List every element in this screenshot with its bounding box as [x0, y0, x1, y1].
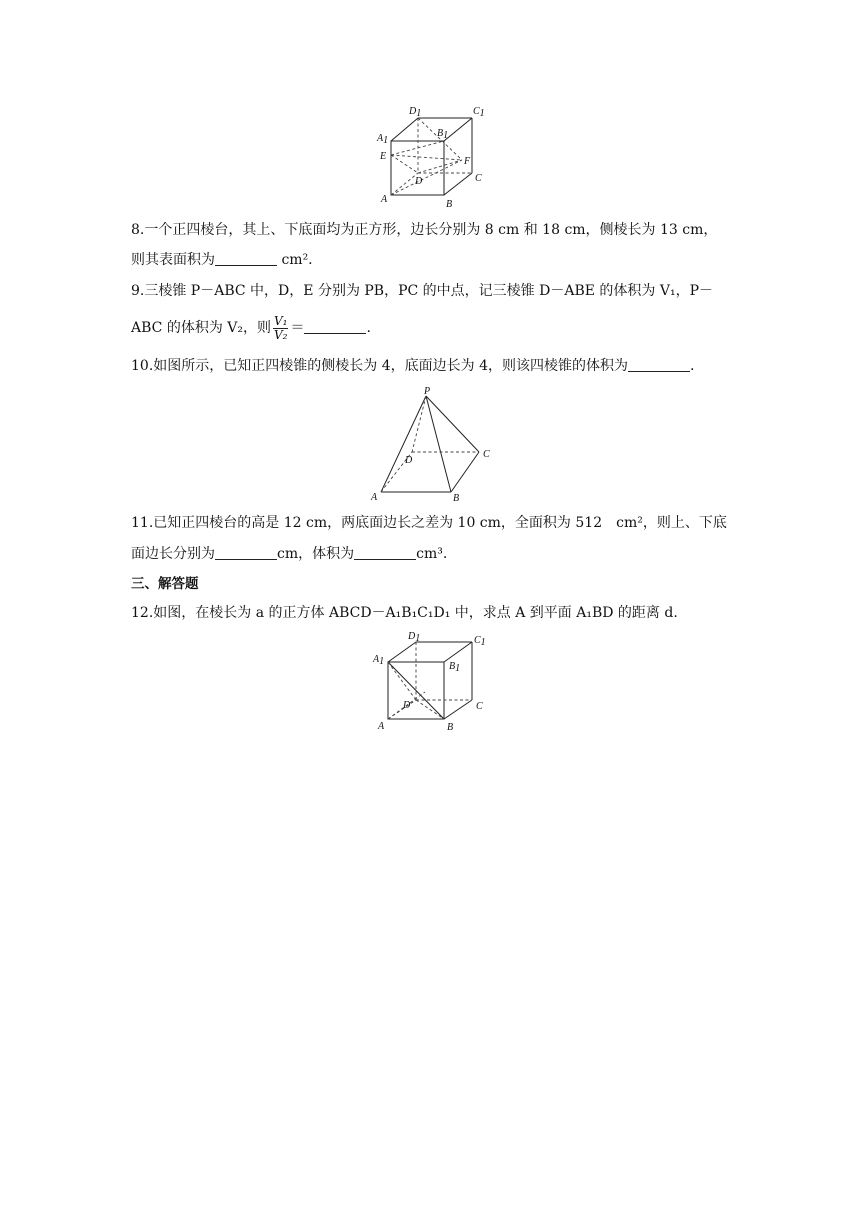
hidden-edge-p-d [412, 396, 426, 452]
q10-text1-post: . [689, 358, 695, 374]
edge-a1-d1 [388, 642, 416, 662]
q9-answer-blank[interactable] [304, 319, 366, 334]
section3-title: 三、解答题 [131, 576, 199, 592]
label-f: F [464, 156, 471, 167]
edge-b-c [444, 700, 472, 719]
q9-text2-post: . [366, 320, 371, 336]
q8-line2 [131, 250, 731, 270]
label-a: A [381, 194, 388, 205]
edge-b-c [451, 452, 479, 492]
label-p: P [424, 386, 431, 397]
label-b: B [453, 493, 460, 504]
q9-frac-denominator: V₂ [274, 327, 288, 342]
label-b: B [447, 722, 454, 733]
cube-figure-a1bd-svg [370, 630, 495, 735]
hidden-edge-a-d [388, 700, 416, 719]
q9-line2 [131, 313, 731, 343]
label-a1: A1 [373, 654, 385, 667]
q8-text2-post: cm². [277, 252, 313, 268]
edge-b-c [444, 173, 472, 195]
segment-d1-f [418, 118, 462, 160]
hidden-segment-a1-d [388, 662, 416, 700]
label-d1: D1 [408, 631, 421, 644]
cube-figure-ef [372, 103, 492, 208]
q11-answer-blank-1[interactable] [215, 545, 277, 560]
q10-text1-pre: 10.如图所示，已知正四棱锥的侧棱长为 4，底面边长为 4，则该四棱锥的体积为 [131, 358, 628, 374]
label-a1: A1 [377, 133, 389, 146]
q9-line1 [131, 281, 731, 301]
q11-text1: 11.已知正四棱台的高是 12 cm，两底面边长之差为 10 cm，全面积为 512 cm²，则上、下底 [131, 515, 727, 531]
pyramid-figure [368, 384, 498, 504]
q11-text2-pre: 面边长分别为 [131, 546, 215, 562]
segment-e-b1 [391, 141, 444, 155]
label-b: B [446, 199, 453, 210]
cube-figure-a1bd [370, 630, 495, 735]
label-a: A [378, 721, 385, 732]
label-e: E [380, 151, 387, 162]
edge-p-b [426, 396, 451, 492]
label-c1: C1 [474, 635, 486, 648]
label-c1: C1 [473, 106, 485, 119]
label-b1: B1 [449, 661, 461, 674]
label-d1: D1 [409, 106, 422, 119]
cube-figure-ef-svg [372, 103, 492, 208]
q11-text2-mid: cm，体积为 [277, 546, 355, 562]
label-a: A [371, 492, 378, 503]
q8-answer-blank[interactable] [215, 251, 277, 266]
q8-text2-pre: 则其表面积为 [131, 252, 215, 268]
q9-text2-pre: ABC 的体积为 V₂，则 [131, 320, 271, 336]
segment-d-f [418, 160, 462, 173]
edge-a1-d1 [391, 118, 418, 141]
edge-p-a [381, 396, 426, 492]
q9-text1: 9.三棱锥 P－ABC 中，D，E 分别为 PB，PC 的中点，记三棱锥 D－ABE 的体积为 V₁，P－ [131, 283, 714, 299]
label-d: D [405, 455, 413, 466]
pyramid-figure-svg [368, 384, 498, 504]
q11-line1 [131, 513, 731, 533]
label-c: C [483, 449, 490, 460]
label-d: D [403, 700, 411, 711]
q9-equals: ＝ [290, 320, 305, 336]
segment-e-f [391, 155, 462, 160]
segment-e-d [391, 155, 418, 173]
q11-answer-blank-2[interactable] [354, 545, 416, 560]
hidden-edge-a-d [391, 173, 418, 195]
q10-answer-blank[interactable] [628, 357, 690, 372]
edge-p-c [426, 396, 479, 452]
label-c: C [476, 701, 483, 712]
hidden-segment-d-b [416, 700, 444, 719]
q8-text1: 8.一个正四棱台，其上、下底面均为正方形，边长分别为 8 cm 和 18 cm，侧棱长为 13 cm， [131, 222, 718, 238]
q11-text2-post: cm³. [416, 546, 448, 562]
q9-fraction [273, 315, 288, 342]
q10-line1 [131, 356, 731, 376]
edge-b1-c1 [444, 118, 472, 141]
edge-b1-c1 [444, 642, 472, 662]
label-c: C [475, 173, 482, 184]
q12-text1: 12.如图，在棱长为 a 的正方体 ABCD－A₁B₁C₁D₁ 中，求点 A 到平面 A₁BD 的距离 d. [131, 605, 678, 621]
label-b1: B1 [437, 128, 449, 141]
q9-frac-numerator: V₁ [274, 313, 288, 328]
q12-line1 [131, 603, 731, 623]
label-d: D [415, 176, 423, 187]
section3-heading [131, 574, 731, 594]
q11-line2 [131, 544, 731, 564]
q8-line1 [131, 220, 731, 240]
